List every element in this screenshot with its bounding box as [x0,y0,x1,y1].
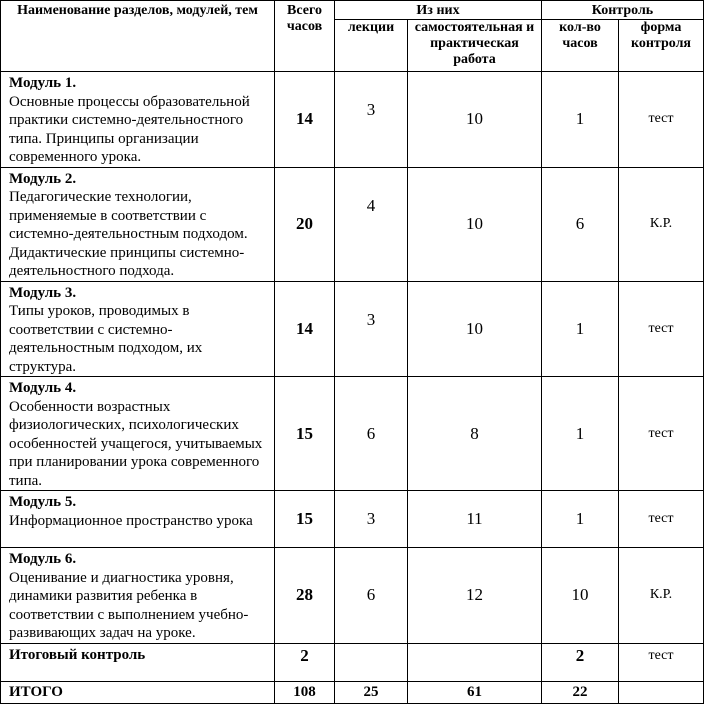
module-description: Оценивание и диагностика уровня, динамики развития ребенка в соответствии с выполнением учебно-развивающих задач на уроке. [9,569,249,641]
totals-lectures: 25 [335,681,408,703]
lecture-hours: 6 [335,377,408,491]
header-control: Контроль [542,1,704,20]
control-form: тест [619,72,704,168]
control-form: К.Р. [619,548,704,644]
header-form-control: форма контроля [619,20,704,72]
header-count-hours: кол-во часов [542,20,619,72]
totals-count: 22 [542,681,619,703]
table-row [1,167,704,281]
total-hours: 14 [275,72,335,168]
final-control-count: 2 [542,643,619,681]
header-practice: самостоятельная и практическая работа [408,20,542,72]
header-sections: Наименование разделов, модулей, тем [1,1,275,72]
empty-cell [619,681,704,703]
module-title: Модуль 3. [9,284,77,301]
module-title: Модуль 6. [9,551,77,567]
module-description: Типы уроков, проводимых в соответствии с системно-деятельностным подходом, их структура. [9,303,203,375]
total-hours: 14 [275,281,335,377]
totals-practice: 61 [408,681,542,703]
header-lectures: лекции [335,20,408,72]
lecture-hours: 3 [335,72,408,168]
control-form: К.Р. [619,167,704,281]
lecture-hours: 3 [335,491,408,548]
control-form: тест [619,281,704,377]
final-control-form: тест [619,643,704,681]
totals-row [1,681,704,703]
final-control-row [1,643,704,681]
totals-label: ИТОГО [9,683,63,700]
module-title: Модуль 4. [9,380,77,396]
control-hours: 6 [542,167,619,281]
practice-hours: 10 [408,167,542,281]
practice-hours: 12 [408,548,542,644]
total-hours: 15 [275,377,335,491]
table-row [1,377,704,491]
practice-hours: 10 [408,281,542,377]
module-title: Модуль 1. [9,75,77,91]
control-hours: 1 [542,491,619,548]
practice-hours: 10 [408,72,542,168]
module-description: Информационное пространство урока [9,512,253,529]
practice-hours: 8 [408,377,542,491]
lecture-hours: 4 [335,167,408,281]
total-hours: 20 [275,167,335,281]
total-hours: 28 [275,548,335,644]
totals-total: 108 [275,681,335,703]
final-control-total: 2 [275,643,335,681]
module-description: Основные процессы образовательной практики системно-деятельностного типа. Принципы организации современного урока. [9,93,250,165]
lecture-hours: 6 [335,548,408,644]
table-row [1,72,704,168]
header-total: Всего часов [275,1,335,72]
control-hours: 1 [542,377,619,491]
empty-cell [335,643,408,681]
practice-hours: 11 [408,491,542,548]
module-description: Педагогические технологии, применяемые в соответствии с системно-деятельностным подходом. Дидактические принципы системно-деятельностного подхода. [9,189,248,279]
control-hours: 1 [542,72,619,168]
table-row [1,281,704,377]
control-form: тест [619,377,704,491]
control-hours: 10 [542,548,619,644]
table-row [1,548,704,644]
module-title: Модуль 5. [9,494,77,510]
total-hours: 15 [275,491,335,548]
header-of-them: Из них [335,1,542,20]
table-row [1,491,704,548]
module-description: Особенности возрастных физиологических, психологических особенностей учащегося, учитываемых при планировании урока современного типа. [9,398,263,489]
control-form: тест [619,491,704,548]
module-title: Модуль 2. [9,170,77,187]
control-hours: 1 [542,281,619,377]
empty-cell [408,643,542,681]
lecture-hours: 3 [335,281,408,377]
final-control-label: Итоговый контроль [9,646,146,663]
